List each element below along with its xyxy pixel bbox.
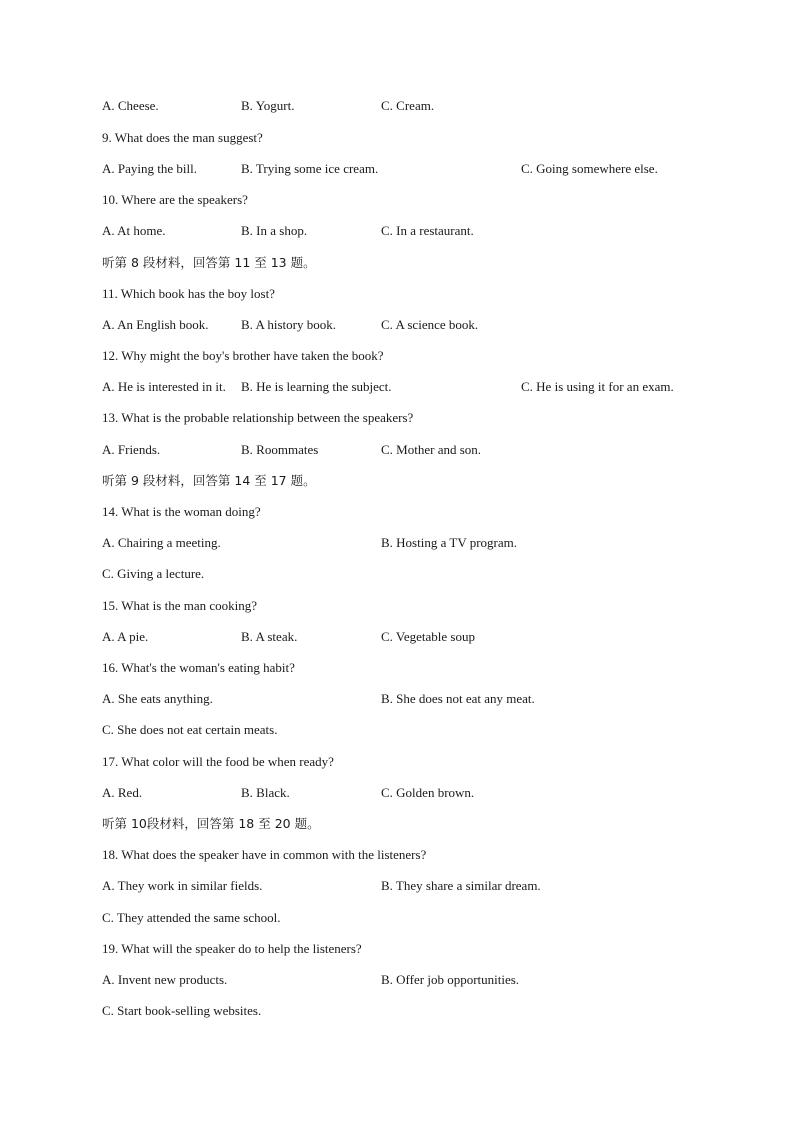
option-c: C. Going somewhere else. (521, 161, 658, 176)
question-17: 17. What color will the food be when ready? (102, 754, 334, 769)
question-11: 11. Which book has the boy lost? (102, 286, 275, 301)
option-c: C. Mother and son. (381, 442, 482, 457)
option-b: B. She does not eat any meat. (381, 691, 535, 706)
option-c: C. Golden brown. (381, 785, 475, 800)
option-a: A. Invent new products. (102, 972, 228, 987)
question-18: 18. What does the speaker have in common with the listeners? (102, 847, 427, 862)
option-c: C. He is using it for an exam. (521, 379, 674, 394)
option-a: A. He is interested in it. (102, 379, 226, 394)
question-16: 16. What's the woman's eating habit? (102, 660, 295, 675)
option-b: B. In a shop. (241, 223, 308, 238)
option-a: A. A pie. (102, 629, 149, 644)
option-c: C. A science book. (381, 317, 479, 332)
option-c: C. Vegetable soup (381, 629, 475, 644)
option-a: A. She eats anything. (102, 691, 213, 706)
section-heading-9: 听第 9 段材料，回答第 14 至 17 题。 (102, 473, 316, 488)
option-c-q16: C. She does not eat certain meats. (102, 722, 278, 737)
option-b: B. Roommates (241, 442, 319, 457)
option-c-q14: C. Giving a lecture. (102, 566, 205, 581)
question-13: 13. What is the probable relationship between the speakers? (102, 410, 414, 425)
option-a: A. At home. (102, 223, 166, 238)
option-b: B. Yogurt. (241, 98, 295, 113)
section-heading-8: 听第 8 段材料，回答第 11 至 13 题。 (102, 255, 316, 270)
option-a: A. Friends. (102, 442, 161, 457)
option-b: B. He is learning the subject. (241, 379, 392, 394)
option-b: B. Trying some ice cream. (241, 161, 379, 176)
option-b: B. Offer job opportunities. (381, 972, 520, 987)
option-a: A. Cheese. (102, 98, 159, 113)
option-a: A. They work in similar fields. (102, 878, 263, 893)
option-b: B. They share a similar dream. (381, 878, 541, 893)
option-a: A. Paying the bill. (102, 161, 197, 176)
option-b: B. Hosting a TV program. (381, 535, 518, 550)
option-b: B. A history book. (241, 317, 336, 332)
question-19: 19. What will the speaker do to help the listeners? (102, 941, 362, 956)
option-c: C. In a restaurant. (381, 223, 474, 238)
section-heading-10: 听第 10段材料，回答第 18 至 20 题。 (102, 816, 320, 831)
option-c: C. Cream. (381, 98, 435, 113)
question-10: 10. Where are the speakers? (102, 192, 248, 207)
option-c-q19: C. Start book-selling websites. (102, 1003, 262, 1018)
question-12: 12. Why might the boy's brother have taken the book? (102, 348, 384, 363)
question-9: 9. What does the man suggest? (102, 130, 263, 145)
option-b: B. A steak. (241, 629, 298, 644)
option-a: A. An English book. (102, 317, 209, 332)
option-c-q18: C. They attended the same school. (102, 910, 281, 925)
option-b: B. Black. (241, 785, 290, 800)
option-a: A. Red. (102, 785, 143, 800)
option-a: A. Chairing a meeting. (102, 535, 221, 550)
question-15: 15. What is the man cooking? (102, 598, 258, 613)
question-14: 14. What is the woman doing? (102, 504, 261, 519)
